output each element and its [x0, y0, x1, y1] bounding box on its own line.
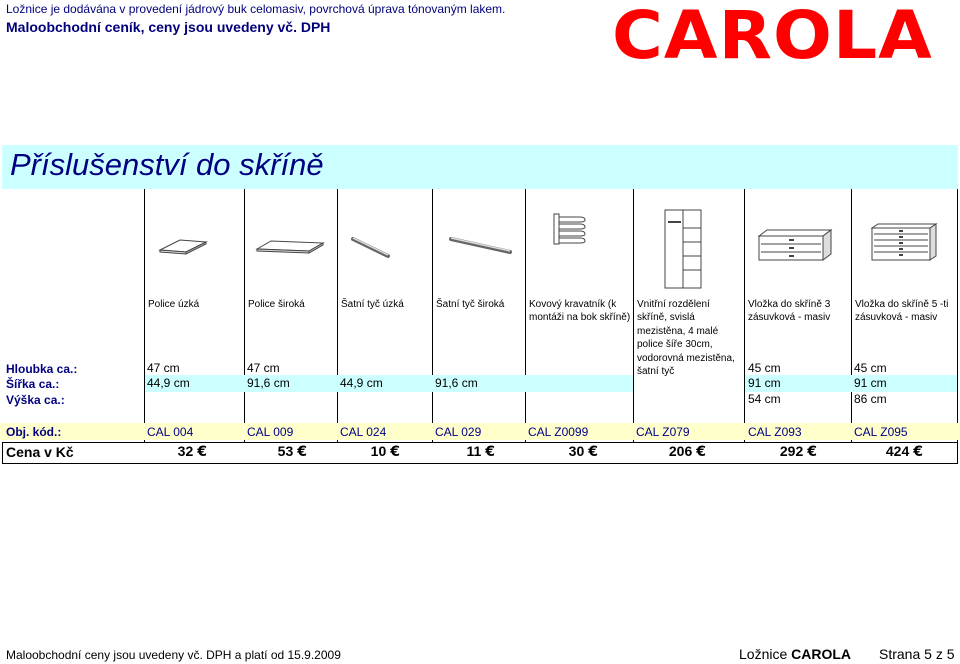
column-divider — [244, 189, 245, 443]
footer-note: Maloobchodní ceny jsou uvedeny vč. DPH a platí od 15.9.2009 — [6, 648, 341, 662]
order-code: CAL Z095 — [854, 425, 908, 439]
order-code: CAL Z093 — [748, 425, 802, 439]
column-divider — [337, 189, 338, 443]
price-cell — [626, 443, 706, 460]
order-code: CAL 009 — [247, 425, 294, 439]
tie-rack-icon — [552, 212, 588, 246]
column-divider — [957, 189, 958, 443]
order-code: CAL 029 — [435, 425, 482, 439]
wide-rail-icon — [448, 236, 514, 256]
column-divider — [525, 189, 526, 443]
price-value: 292 — [779, 443, 804, 459]
price-cell — [518, 443, 598, 460]
section-title-bar — [2, 145, 958, 189]
depth-value: 47 cm — [247, 361, 280, 375]
price-cell — [227, 443, 307, 460]
price-cell — [737, 443, 817, 460]
product-name: Šatní tyč široká — [436, 299, 505, 310]
width-value: 91 cm — [854, 376, 887, 390]
product-name: Kovový kravatník (k montáži na bok skříně) — [529, 299, 631, 324]
height-value: 86 cm — [854, 392, 887, 406]
price-cell — [415, 443, 495, 460]
product-name: Vnitřní rozdělení skříně, svislá mezistěna, 4 malé police šíře 30cm, vodorovná mezistěna, šatní tyč — [637, 299, 735, 378]
depth-value: 45 cm — [854, 361, 887, 375]
euro-icon: € — [485, 444, 495, 460]
section-title: Příslušenství do skříně — [10, 147, 324, 182]
product-name: Police úzká — [148, 299, 200, 310]
row-highlight — [145, 375, 633, 392]
euro-icon: € — [390, 444, 400, 460]
price-value: 424 — [885, 443, 910, 459]
order-code: CAL Z0099 — [528, 425, 589, 439]
column-divider — [633, 189, 634, 443]
order-code: CAL Z079 — [636, 425, 690, 439]
width-value: 91 cm — [748, 376, 781, 390]
product-name: Šatní tyč úzká — [341, 299, 404, 310]
order-code-label: Obj. kód.: — [6, 425, 62, 439]
column-divider — [851, 189, 852, 443]
product-name: Police široká — [248, 299, 305, 310]
price-value: 11 — [466, 443, 482, 459]
price-label: Cena v Kč — [6, 444, 74, 460]
price-value: 10 — [370, 443, 387, 459]
carola-logo: CAROLA — [612, 0, 933, 74]
euro-icon: € — [696, 444, 706, 460]
product-name: Vložka do skříně 5 -ti zásuvková - masiv — [855, 299, 949, 324]
depth-value: 47 cm — [147, 361, 180, 375]
three-drawer-insert-icon — [757, 228, 833, 262]
price-cell — [127, 443, 207, 460]
depth-value: 45 cm — [748, 361, 781, 375]
five-drawer-insert-icon — [870, 222, 938, 262]
euro-icon: € — [297, 444, 307, 460]
height-value: 54 cm — [748, 392, 781, 406]
euro-icon: € — [588, 444, 598, 460]
height-label: Výška ca.: — [6, 393, 65, 407]
narrow-rail-icon — [351, 236, 391, 260]
page-number: Strana 5 z 5 — [879, 646, 955, 662]
price-value: 206 — [668, 443, 693, 459]
euro-icon: € — [913, 444, 923, 460]
interior-divider-icon — [663, 208, 703, 290]
footer-brand-prefix: Ložnice — [739, 646, 792, 662]
narrow-shelf-icon — [158, 238, 208, 256]
footer-brand-name: CAROLA — [791, 646, 852, 662]
width-value: 91,6 cm — [247, 376, 290, 390]
width-value: 44,9 cm — [340, 376, 383, 390]
price-value: 53 — [277, 443, 294, 459]
column-divider — [144, 189, 145, 443]
header-line-1: Ložnice je dodávána v provedení jádrový buk celomasiv, povrchová úprava tónovaným lakem. — [6, 2, 506, 16]
accessories-panel — [2, 145, 958, 409]
width-label: Šířka ca.: — [6, 377, 60, 391]
header-line-2: Maloobchodní ceník, ceny jsou uvedeny vč. DPH — [6, 19, 331, 35]
price-cell — [843, 443, 923, 460]
price-value: 32 — [177, 443, 194, 459]
wide-shelf-icon — [255, 239, 325, 255]
euro-icon: € — [197, 444, 207, 460]
product-name: Vložka do skříně 3 zásuvková - masiv — [748, 299, 831, 324]
width-value: 44,9 cm — [147, 376, 190, 390]
order-code: CAL 004 — [147, 425, 194, 439]
footer-brand — [739, 646, 851, 662]
order-code: CAL 024 — [340, 425, 387, 439]
column-divider — [432, 189, 433, 443]
price-cell — [320, 443, 400, 460]
depth-label: Hloubka ca.: — [6, 362, 78, 376]
euro-icon: € — [807, 444, 817, 460]
price-value: 30 — [568, 443, 585, 459]
column-divider — [744, 189, 745, 443]
width-value: 91,6 cm — [435, 376, 478, 390]
